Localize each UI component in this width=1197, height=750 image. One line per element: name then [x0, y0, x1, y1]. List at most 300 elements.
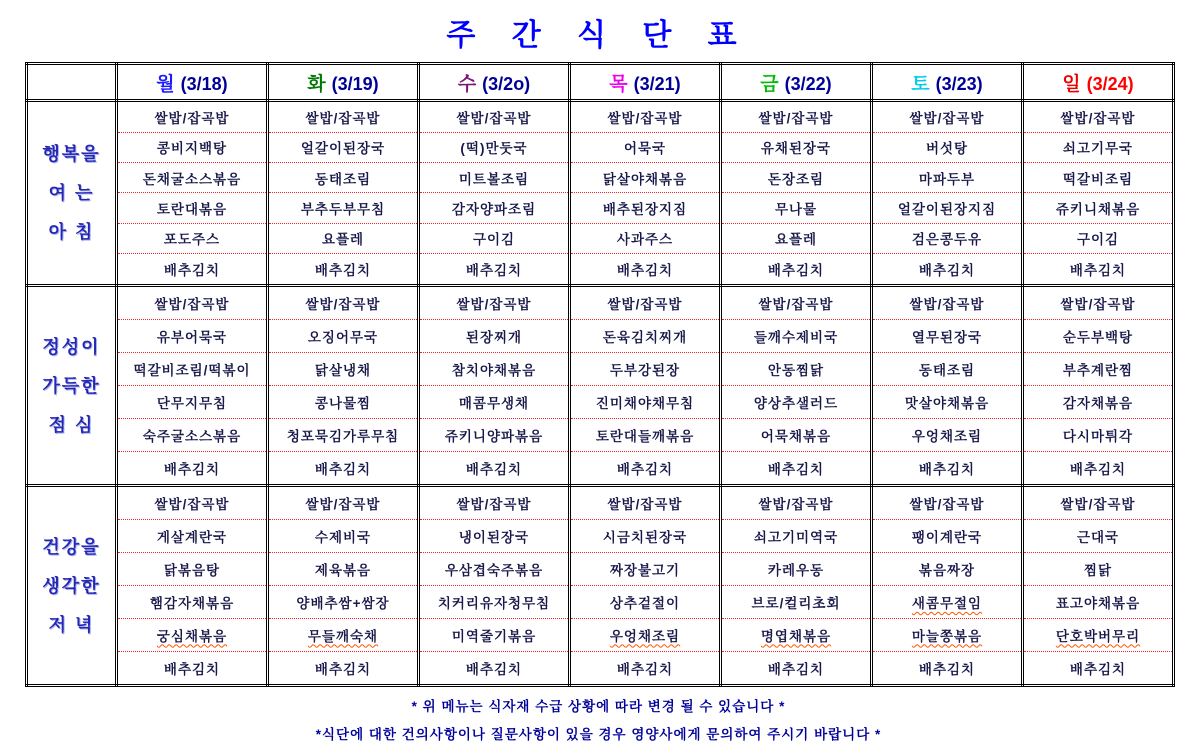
menu-item-text: 사과주스 [616, 232, 674, 248]
menu-item [873, 224, 1021, 254]
menu-item [118, 353, 266, 386]
menu-item [269, 288, 417, 321]
menu-item [269, 488, 417, 521]
menu-item [722, 553, 870, 586]
menu-item-text: 햄감자채볶음 [149, 595, 235, 611]
menu-item-text: 명엽채볶음 [760, 628, 832, 644]
meal-row-0 [27, 101, 1174, 286]
menu-item-text: 쌀밥/잡곡밥 [607, 297, 683, 313]
menu-item-text: 카레우동 [767, 563, 825, 579]
day-date: (3/23) [935, 73, 983, 94]
menu-item [571, 419, 719, 452]
menu-item [873, 288, 1021, 321]
menu-item [420, 103, 568, 133]
menu-item [420, 320, 568, 353]
menu-item-text: 짜장불고기 [609, 563, 681, 579]
menu-item-text: 배추김치 [616, 262, 674, 278]
menu-item [1024, 586, 1172, 619]
menu-item-text: 배추김치 [918, 661, 976, 677]
menu-cell-meal2-day2 [419, 486, 570, 686]
menu-item-text: 동태조림 [918, 363, 976, 379]
menu-item [571, 320, 719, 353]
menu-item [873, 452, 1021, 484]
menu-item-text: 배추김치 [767, 262, 825, 278]
day-header-2 [419, 64, 570, 101]
menu-item [1024, 254, 1172, 283]
menu-item-text: 쌀밥/잡곡밥 [758, 497, 834, 513]
menu-item-text: 쥬키니양파볶음 [444, 428, 544, 444]
menu-item-text: 쌀밥/잡곡밥 [909, 111, 985, 127]
menu-item-text: 동태조림 [314, 171, 372, 187]
menu-item-text: 쌀밥/잡곡밥 [305, 297, 381, 313]
menu-item-text: 수제비국 [314, 530, 372, 546]
menu-item-text: 떡갈비조림 [1062, 171, 1134, 187]
menu-item-text: 쌀밥/잡곡밥 [456, 297, 532, 313]
menu-item [269, 386, 417, 419]
menu-item [269, 452, 417, 484]
menu-item-text: 쌀밥/잡곡밥 [607, 497, 683, 513]
footer-note-1: * 위 메뉴는 식자재 수급 상황에 따라 변경 될 수 있습니다 * [411, 699, 786, 714]
menu-item [722, 224, 870, 254]
menu-item-text: 궁심채볶음 [156, 628, 228, 644]
menu-item-text: 순두부백탕 [1062, 330, 1134, 346]
menu-item [118, 619, 266, 652]
menu-item [118, 103, 266, 133]
menu-item-text: 유부어묵국 [156, 330, 228, 346]
menu-item-text: 쌀밥/잡곡밥 [305, 497, 381, 513]
menu-item-text: 닭살냉채 [314, 363, 372, 379]
menu-item-text: 숙주굴소스볶음 [142, 428, 242, 444]
menu-item [118, 163, 266, 193]
menu-item-text: 돈장조림 [767, 171, 825, 187]
menu-item-text: 요플레 [321, 232, 365, 248]
menu-item [118, 488, 266, 521]
menu-item-text: 어묵국 [623, 141, 667, 157]
menu-item [420, 488, 568, 521]
menu-item [873, 193, 1021, 223]
day-date: (3/19) [331, 73, 379, 94]
menu-item [873, 553, 1021, 586]
menu-item-text: 버섯탕 [925, 141, 969, 157]
menu-item [420, 163, 568, 193]
meal-label-line: 생각한 [42, 575, 101, 596]
menu-item [722, 386, 870, 419]
menu-item-text: 우엉채조림 [911, 428, 983, 444]
menu-item [420, 619, 568, 652]
table-header-row [27, 64, 1174, 101]
menu-item [420, 193, 568, 223]
menu-item [571, 553, 719, 586]
menu-item [1024, 224, 1172, 254]
menu-item-text: 쌀밥/잡곡밥 [154, 111, 230, 127]
meal-label-line: 정성이 [42, 336, 101, 357]
menu-item [269, 224, 417, 254]
day-date: (3/2o) [482, 73, 531, 94]
day-date: (3/22) [784, 73, 832, 94]
footer-notes [0, 695, 1197, 743]
menu-item [722, 133, 870, 163]
day-name: 수 [457, 73, 477, 95]
menu-item-text: 콩나물찜 [314, 395, 372, 411]
menu-item-text: 쌀밥/잡곡밥 [758, 111, 834, 127]
menu-item-text: 감자양파조림 [451, 202, 537, 218]
menu-item [1024, 452, 1172, 484]
menu-item [571, 163, 719, 193]
menu-item-text: 마늘쫑볶음 [911, 628, 983, 644]
footer-note-2: *식단에 대한 건의사항이나 질문사항이 있을 경우 영양사에게 문의하여 주시기 바랍니다 * [315, 727, 882, 742]
menu-item [571, 652, 719, 684]
menu-item-text: 유채된장국 [760, 141, 832, 157]
menu-item [722, 452, 870, 484]
menu-item-text: 새콤무절임 [911, 595, 983, 611]
menu-item-text: (떡)만둣국 [460, 141, 528, 157]
meal-label-line: 건강을 [42, 536, 101, 557]
menu-item-text: 팽이계란국 [911, 530, 983, 546]
menu-item-text: 오징어무국 [307, 330, 379, 346]
meal-label-line: 여 는 [48, 183, 95, 203]
menu-item-text: 배추김치 [314, 661, 372, 677]
menu-item [571, 586, 719, 619]
menu-item-text: 쌀밥/잡곡밥 [607, 111, 683, 127]
meal-label-line: 아 침 [48, 222, 95, 242]
menu-item [873, 386, 1021, 419]
menu-item [420, 386, 568, 419]
menu-item [1024, 419, 1172, 452]
menu-cell-meal2-day5 [872, 486, 1023, 686]
menu-item-text: 토란대들깨볶음 [595, 428, 695, 444]
menu-item-text: 쌀밥/잡곡밥 [456, 497, 532, 513]
menu-item-text: 얼갈이된장국 [300, 141, 386, 157]
menu-item [571, 193, 719, 223]
menu-item-text: 브로/컬리초회 [751, 595, 841, 611]
menu-item [420, 586, 568, 619]
menu-item-text: 단호박버무리 [1055, 628, 1141, 644]
menu-item [1024, 288, 1172, 321]
menu-item [1024, 353, 1172, 386]
menu-item [873, 163, 1021, 193]
menu-item-text: 두부강된장 [609, 363, 681, 379]
menu-cell-meal0-day4 [721, 101, 872, 286]
menu-cell-meal2-day0 [117, 486, 268, 686]
menu-item-text: 요플레 [774, 232, 818, 248]
menu-item-text: 쌀밥/잡곡밥 [1060, 111, 1136, 127]
menu-item-text: 닭살야채볶음 [602, 171, 688, 187]
menu-item-text: 볶음짜장 [918, 563, 976, 579]
menu-item-text: 매콤무생채 [458, 395, 530, 411]
menu-item [722, 193, 870, 223]
menu-item [118, 386, 266, 419]
menu-item [269, 103, 417, 133]
menu-item [1024, 163, 1172, 193]
menu-item-text: 배추김치 [314, 262, 372, 278]
header-empty-cell [27, 64, 117, 101]
menu-item [420, 288, 568, 321]
meal-label-0 [27, 101, 117, 286]
menu-cell-meal1-day6 [1023, 286, 1174, 486]
menu-item-text: 쇠고기미역국 [753, 530, 839, 546]
menu-item [269, 353, 417, 386]
menu-item-text: 냉이된장국 [458, 530, 530, 546]
menu-item-text: 진미채야채무침 [595, 395, 695, 411]
menu-item-text: 미트볼조림 [458, 171, 530, 187]
menu-item [722, 103, 870, 133]
day-header-5 [872, 64, 1023, 101]
menu-item [1024, 652, 1172, 684]
menu-item [269, 163, 417, 193]
menu-item [571, 619, 719, 652]
menu-item [722, 163, 870, 193]
menu-item [118, 452, 266, 484]
menu-item-text: 배추김치 [767, 461, 825, 477]
day-date: (3/24) [1086, 73, 1134, 94]
menu-item [1024, 488, 1172, 521]
menu-item-text: 구이김 [472, 232, 516, 248]
menu-item-text: 배추김치 [616, 661, 674, 677]
menu-item [1024, 193, 1172, 223]
menu-item-text: 우엉채조림 [609, 628, 681, 644]
menu-item [722, 254, 870, 283]
menu-item [118, 553, 266, 586]
menu-item-text: 열무된장국 [911, 330, 983, 346]
day-name: 월 [156, 73, 175, 95]
menu-item-text: 감자채볶음 [1062, 395, 1134, 411]
menu-item-text: 쌀밥/잡곡밥 [154, 497, 230, 513]
menu-item [118, 193, 266, 223]
menu-cell-meal1-day0 [117, 286, 268, 486]
menu-item-text: 닭볶음탕 [163, 563, 221, 579]
menu-item-text: 들깨수제비국 [753, 330, 839, 346]
menu-item [1024, 520, 1172, 553]
menu-item-text: 배추김치 [465, 461, 523, 477]
meal-label-line: 점 심 [48, 414, 95, 435]
menu-item-text: 청포묵김가루무침 [286, 428, 400, 444]
menu-item [873, 619, 1021, 652]
menu-item [269, 619, 417, 652]
day-header-0 [117, 64, 268, 101]
menu-item-text: 치커리유자청무침 [437, 595, 551, 611]
meal-label-line: 행복을 [42, 144, 101, 164]
page-title: 주 간 식 단 표 [446, 19, 751, 52]
menu-item-text: 떡갈비조림/떡볶이 [133, 363, 251, 379]
menu-item-text: 쇠고기무국 [1062, 141, 1134, 157]
meal-label-2 [27, 486, 117, 686]
menu-item [1024, 553, 1172, 586]
menu-cell-meal1-day5 [872, 286, 1023, 486]
menu-item-text: 배추김치 [616, 461, 674, 477]
menu-cell-meal0-day2 [419, 101, 570, 286]
menu-item-text: 돈육김치찌개 [602, 330, 688, 346]
menu-item [269, 652, 417, 684]
menu-item [873, 353, 1021, 386]
menu-item-text: 배추된장지짐 [602, 202, 688, 218]
menu-item-text: 쌀밥/잡곡밥 [909, 297, 985, 313]
menu-item [873, 103, 1021, 133]
menu-item-text: 시금치된장국 [602, 530, 688, 546]
menu-item [420, 353, 568, 386]
menu-cell-meal1-day1 [268, 286, 419, 486]
day-name: 일 [1062, 73, 1081, 95]
menu-item [722, 288, 870, 321]
day-header-1 [268, 64, 419, 101]
menu-item [571, 224, 719, 254]
menu-cell-meal0-day6 [1023, 101, 1174, 286]
menu-item [269, 586, 417, 619]
menu-item-text: 쌀밥/잡곡밥 [758, 297, 834, 313]
menu-item [420, 419, 568, 452]
day-name: 화 [307, 73, 326, 95]
menu-item [118, 254, 266, 283]
menu-item [722, 520, 870, 553]
menu-item [722, 586, 870, 619]
menu-item [571, 386, 719, 419]
menu-item [420, 520, 568, 553]
menu-item [571, 353, 719, 386]
menu-item [118, 224, 266, 254]
menu-item [420, 254, 568, 283]
menu-item [420, 224, 568, 254]
menu-cell-meal0-day1 [268, 101, 419, 286]
menu-item-text: 어묵채볶음 [760, 428, 832, 444]
menu-item [420, 452, 568, 484]
menu-cell-meal0-day5 [872, 101, 1023, 286]
menu-item-text: 부추계란찜 [1062, 363, 1134, 379]
menu-item-text: 표고야채볶음 [1055, 595, 1141, 611]
menu-item [571, 288, 719, 321]
menu-item-text: 쥬키니채볶음 [1055, 202, 1141, 218]
day-header-3 [570, 64, 721, 101]
menu-item [1024, 320, 1172, 353]
menu-cell-meal1-day2 [419, 286, 570, 486]
menu-item [873, 520, 1021, 553]
menu-item-text: 토란대볶음 [156, 202, 228, 218]
menu-item-text: 배추김치 [163, 262, 221, 278]
day-date: (3/21) [633, 73, 681, 94]
menu-item-text: 안동찜닭 [767, 363, 825, 379]
menu-item-text: 돈채굴소스볶음 [142, 171, 242, 187]
menu-item-text: 무나물 [774, 202, 818, 218]
weekly-menu-table [25, 62, 1175, 687]
menu-cell-meal2-day4 [721, 486, 872, 686]
menu-item [269, 254, 417, 283]
menu-item [571, 520, 719, 553]
menu-item [269, 133, 417, 163]
menu-item-text: 된장찌개 [465, 330, 523, 346]
menu-item [269, 193, 417, 223]
menu-item [873, 320, 1021, 353]
menu-item-text: 쌀밥/잡곡밥 [1060, 497, 1136, 513]
menu-item-text: 배추김치 [767, 661, 825, 677]
menu-item-text: 배추김치 [465, 262, 523, 278]
menu-item [873, 254, 1021, 283]
menu-item [269, 320, 417, 353]
menu-item [118, 586, 266, 619]
menu-item [722, 353, 870, 386]
menu-item-text: 상추겉절이 [609, 595, 681, 611]
meal-label-1 [27, 286, 117, 486]
menu-item-text: 배추김치 [163, 661, 221, 677]
menu-item-text: 배추김치 [1069, 262, 1127, 278]
menu-item [118, 520, 266, 553]
menu-cell-meal1-day3 [570, 286, 721, 486]
menu-item [118, 133, 266, 163]
menu-cell-meal2-day6 [1023, 486, 1174, 686]
menu-item [1024, 386, 1172, 419]
menu-cell-meal0-day3 [570, 101, 721, 286]
menu-item-text: 다시마튀각 [1062, 428, 1134, 444]
menu-item-text: 부추두부무침 [300, 202, 386, 218]
menu-item [722, 320, 870, 353]
day-date: (3/18) [180, 73, 228, 94]
menu-item [873, 419, 1021, 452]
menu-cell-meal2-day1 [268, 486, 419, 686]
menu-item-text: 미역줄기볶음 [451, 628, 537, 644]
meal-row-1 [27, 286, 1174, 486]
menu-item [873, 133, 1021, 163]
menu-item [873, 586, 1021, 619]
menu-item-text: 배추김치 [918, 461, 976, 477]
menu-item-text: 쌀밥/잡곡밥 [305, 111, 381, 127]
day-name: 토 [911, 73, 930, 95]
menu-item-text: 근대국 [1076, 530, 1120, 546]
menu-item-text: 배추김치 [163, 461, 221, 477]
menu-item [420, 133, 568, 163]
menu-item-text: 배추김치 [1069, 661, 1127, 677]
menu-item-text: 게살계란국 [156, 530, 228, 546]
menu-item [571, 254, 719, 283]
menu-item [118, 652, 266, 684]
menu-item-text: 무들깨숙채 [307, 628, 379, 644]
menu-item [571, 103, 719, 133]
menu-item [269, 419, 417, 452]
menu-item [1024, 103, 1172, 133]
day-name: 목 [609, 73, 628, 95]
menu-item-text: 맛살야채볶음 [904, 395, 990, 411]
menu-item [420, 553, 568, 586]
menu-item-text: 쌀밥/잡곡밥 [456, 111, 532, 127]
menu-item-text: 쌀밥/잡곡밥 [909, 497, 985, 513]
menu-item-text: 쌀밥/잡곡밥 [154, 297, 230, 313]
menu-item-text: 배추김치 [314, 461, 372, 477]
menu-item [722, 619, 870, 652]
menu-item [1024, 133, 1172, 163]
menu-item-text: 배추김치 [918, 262, 976, 278]
menu-cell-meal1-day4 [721, 286, 872, 486]
menu-item-text: 구이김 [1076, 232, 1120, 248]
menu-item-text: 쌀밥/잡곡밥 [1060, 297, 1136, 313]
menu-item-text: 마파두부 [918, 171, 976, 187]
day-header-4 [721, 64, 872, 101]
meal-row-2 [27, 486, 1174, 686]
menu-item [873, 488, 1021, 521]
menu-item [269, 520, 417, 553]
menu-item [722, 419, 870, 452]
menu-item-text: 배추김치 [465, 661, 523, 677]
menu-item-text: 배추김치 [1069, 461, 1127, 477]
menu-item-text: 단무지무침 [156, 395, 228, 411]
menu-item [1024, 619, 1172, 652]
menu-item [118, 320, 266, 353]
menu-item-text: 양상추샐러드 [753, 395, 839, 411]
meal-label-line: 저 녁 [48, 614, 95, 635]
meal-label-line: 가득한 [42, 375, 101, 396]
menu-item [420, 652, 568, 684]
menu-item-text: 참치야채볶음 [451, 363, 537, 379]
day-header-6 [1023, 64, 1174, 101]
menu-item-text: 양배추쌈+쌈장 [296, 595, 390, 611]
menu-item-text: 검은콩두유 [911, 232, 983, 248]
menu-item [269, 553, 417, 586]
menu-item-text: 포도주스 [163, 232, 221, 248]
